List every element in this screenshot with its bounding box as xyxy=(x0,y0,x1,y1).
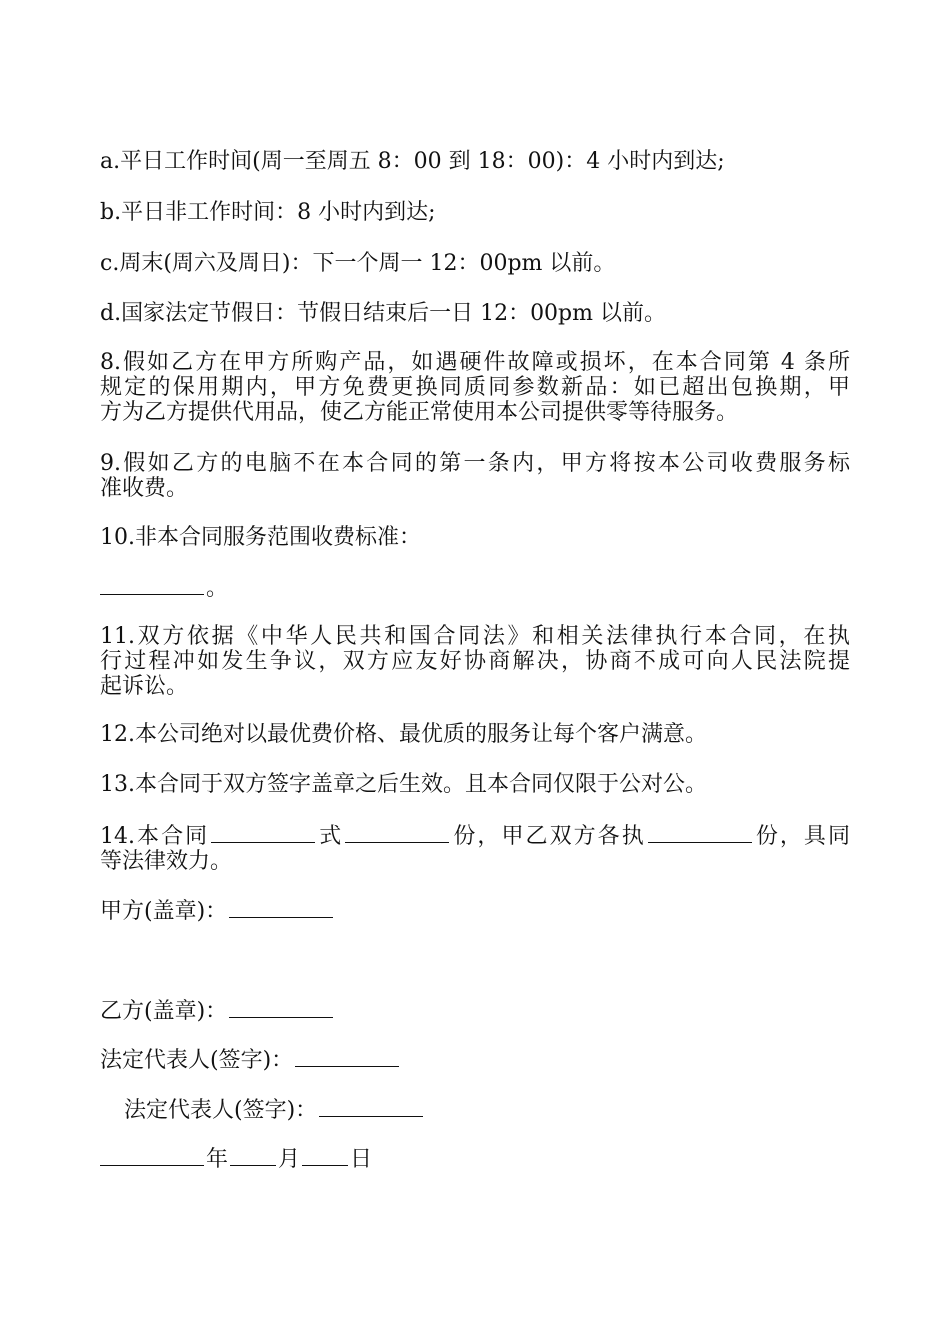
representative-2-label: 法定代表人(签字)： xyxy=(124,1098,318,1123)
party-b-label: 乙方(盖章)： xyxy=(100,999,228,1024)
clause-14 xyxy=(100,822,850,874)
clause-14-line-1 xyxy=(100,822,850,849)
clause-9-line-2: 准收费。 xyxy=(100,476,189,501)
representative-2 xyxy=(124,1096,874,1123)
clause-11-line-2: 行过程冲如发生争议，双方应友好协商解决，协商不成可向人民法院提 xyxy=(100,649,850,674)
party-a-label: 甲方(盖章)： xyxy=(100,899,228,924)
year-label: 年 xyxy=(206,1147,229,1172)
day-label: 日 xyxy=(350,1147,373,1172)
year-blank[interactable] xyxy=(100,1145,204,1166)
item-a: a.平日工作时间(周一至周五 8：00 到 18：00)：4 小时内到达; xyxy=(100,149,725,174)
day-blank[interactable] xyxy=(302,1145,348,1166)
party-b-seal xyxy=(100,997,850,1024)
party-a-seal xyxy=(100,897,850,924)
month-label: 月 xyxy=(278,1147,301,1172)
clause-14-part-2: 式 xyxy=(317,824,344,849)
clause-9-line-1: 9.假如乙方的电脑不在本合同的第一条内，甲方将按本公司收费服务标 xyxy=(100,451,850,476)
item-b: b.平日非工作时间：8 小时内到达; xyxy=(100,200,436,225)
clause-11 xyxy=(100,624,850,699)
clause-9 xyxy=(100,451,850,501)
clause-13: 13.本合同于双方签字盖章之后生效。且本合同仅限于公对公。 xyxy=(100,772,707,797)
copies-count-blank[interactable] xyxy=(345,822,449,843)
month-blank[interactable] xyxy=(230,1145,276,1166)
clause-14-line-2: 等法律效力。 xyxy=(100,849,233,874)
copies-each-blank[interactable] xyxy=(648,822,752,843)
representative-1 xyxy=(100,1046,850,1073)
clause-11-line-3: 起诉讼。 xyxy=(100,674,189,699)
clause-14-part-1: 14.本合同 xyxy=(100,824,210,849)
party-b-seal-blank[interactable] xyxy=(229,997,333,1018)
clause-10-end: 。 xyxy=(206,576,229,601)
item-c: c.周末(周六及周日)：下一个周一 12：00pm 以前。 xyxy=(100,251,616,276)
clause-8-line-3: 方为乙方提供代用品，使乙方能正常使用本公司提供零等待服务。 xyxy=(100,400,739,425)
representative-1-label: 法定代表人(签字)： xyxy=(100,1048,294,1073)
clause-10: 10.非本合同服务范围收费标准： xyxy=(100,525,421,550)
clause-11-line-1: 11.双方依据《中华人民共和国合同法》和相关法律执行本合同，在执 xyxy=(100,624,850,649)
clause-8-line-1: 8.假如乙方在甲方所购产品，如遇硬件故障或损坏，在本合同第 4 条所 xyxy=(100,350,850,375)
clause-12: 12.本公司绝对以最优费价格、最优质的服务让每个客户满意。 xyxy=(100,722,707,747)
item-d: d.国家法定节假日：节假日结束后一日 12：00pm 以前。 xyxy=(100,301,666,326)
clause-14-part-4: 份，具同 xyxy=(753,824,850,849)
representative-1-blank[interactable] xyxy=(295,1046,399,1067)
representative-2-blank[interactable] xyxy=(319,1096,423,1117)
clause-8-line-2: 规定的保用期内，甲方免费更换同质同参数新品：如已超出包换期，甲 xyxy=(100,375,850,400)
copies-format-blank[interactable] xyxy=(211,822,315,843)
party-a-seal-blank[interactable] xyxy=(229,897,333,918)
fee-standard-blank[interactable] xyxy=(100,574,204,595)
clause-14-part-3: 份，甲乙双方各执 xyxy=(451,824,646,849)
clause-10-blank xyxy=(100,574,850,601)
clause-8 xyxy=(100,350,850,425)
date-line xyxy=(100,1145,850,1172)
